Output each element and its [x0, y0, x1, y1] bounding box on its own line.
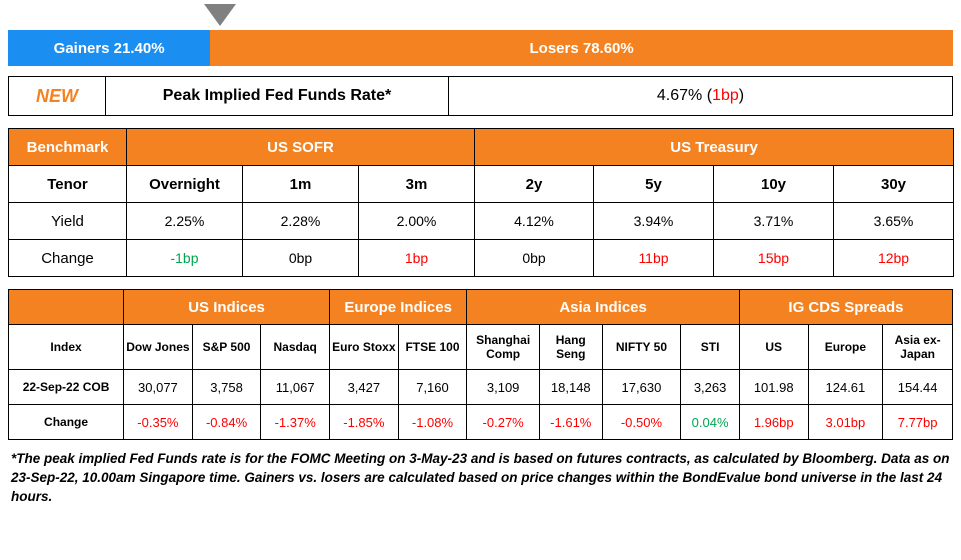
col-hang-seng: Hang Seng [539, 325, 602, 370]
yield-overnight: 2.25% [127, 203, 243, 240]
group-us-treasury: US Treasury [475, 129, 954, 166]
yield-30y: 3.65% [834, 203, 954, 240]
tenor-header: Tenor [9, 166, 127, 203]
change-europe: 3.01bp [808, 405, 883, 440]
peak-value-text: 4.67% ( [656, 87, 713, 104]
table-row-tenors [9, 166, 954, 203]
value-sti: 3,263 [681, 370, 740, 405]
value-dow-jones: 30,077 [124, 370, 193, 405]
yield-3m: 2.00% [359, 203, 475, 240]
split-marker-icon [204, 4, 236, 26]
tenor-5y: 5y [594, 166, 714, 203]
change-ftse-100: -1.08% [398, 405, 467, 440]
table-row-change [9, 240, 954, 277]
footnote [8, 449, 953, 506]
change-asia-ex-japan: 7.77bp [883, 405, 953, 440]
gainers-losers-bar [8, 30, 953, 66]
col-nifty-50: NIFTY 50 [602, 325, 681, 370]
index-header: Index [9, 325, 124, 370]
yield-1m: 2.28% [243, 203, 359, 240]
peak-implied-value [449, 77, 953, 116]
change-5y: 11bp [594, 240, 714, 277]
yield-row-label: Yield [9, 203, 127, 240]
col-dow-jones: Dow Jones [124, 325, 193, 370]
value-euro-stoxx: 3,427 [330, 370, 399, 405]
value-nasdaq: 11,067 [261, 370, 330, 405]
tenor-10y: 10y [714, 166, 834, 203]
table-row [9, 77, 953, 116]
value-sp-500: 3,758 [192, 370, 261, 405]
peak-value-suffix: ) [738, 87, 745, 104]
tenor-overnight: Overnight [127, 166, 243, 203]
change-dow-jones: -0.35% [124, 405, 193, 440]
group-europe-indices: Europe Indices [330, 290, 467, 325]
col-asia-ex-japan: Asia ex-Japan [883, 325, 953, 370]
table-row-yield [9, 203, 954, 240]
change-overnight: -1bp [127, 240, 243, 277]
losers-label: Losers 78.60% [529, 39, 634, 57]
col-sti: STI [681, 325, 740, 370]
table-row-groups [9, 290, 953, 325]
yield-10y: 3.71% [714, 203, 834, 240]
change-sti: 0.04% [681, 405, 740, 440]
change-30y: 12bp [834, 240, 954, 277]
peak-implied-label: Peak Implied Fed Funds Rate* [106, 77, 449, 116]
value-ftse-100: 7,160 [398, 370, 467, 405]
change-nifty-50: -0.50% [602, 405, 681, 440]
losers-segment [210, 30, 953, 66]
col-sp-500: S&P 500 [192, 325, 261, 370]
new-badge: NEW [9, 77, 106, 116]
marker-row [8, 0, 953, 30]
value-europe: 124.61 [808, 370, 883, 405]
col-euro-stoxx: Euro Stoxx [330, 325, 399, 370]
change-euro-stoxx: -1.85% [330, 405, 399, 440]
value-us: 101.98 [739, 370, 808, 405]
group-ig-cds-spreads: IG CDS Spreads [739, 290, 952, 325]
col-nasdaq: Nasdaq [261, 325, 330, 370]
tenor-3m: 3m [359, 166, 475, 203]
change-sp-500: -0.84% [192, 405, 261, 440]
peak-value-change: 1bp [712, 87, 739, 104]
rates-table [8, 128, 954, 277]
table-row-values [9, 370, 953, 405]
col-shanghai-comp: Shanghai Comp [467, 325, 540, 370]
group-us-sofr: US SOFR [127, 129, 475, 166]
change-shanghai-comp: -0.27% [467, 405, 540, 440]
yield-2y: 4.12% [475, 203, 594, 240]
col-europe: Europe [808, 325, 883, 370]
peak-implied-table [8, 76, 953, 116]
table-row-groups [9, 129, 954, 166]
yield-5y: 3.94% [594, 203, 714, 240]
group-asia-indices: Asia Indices [467, 290, 740, 325]
change-hang-seng: -1.61% [539, 405, 602, 440]
table-row-change [9, 405, 953, 440]
footnote-part2: and is based on futures contracts, as calculated by Bloomberg. Data as on 23-Sep-22, 10.00am Singapore time. Gainers vs. losers are calculated based on price changes within the BondEvalue bond universe in the last 24 hours. [11, 451, 950, 504]
tenor-1m: 1m [243, 166, 359, 203]
group-us-indices: US Indices [124, 290, 330, 325]
footnote-part1: *The peak implied Fed Funds rate is for the FOMC Meeting on [11, 451, 410, 466]
change-row-label: Change [9, 240, 127, 277]
gainers-label: Gainers 21.40% [53, 39, 165, 57]
tenor-30y: 30y [834, 166, 954, 203]
footnote-date: 3-May-23 [409, 451, 468, 466]
value-hang-seng: 18,148 [539, 370, 602, 405]
spacer-2 [8, 277, 953, 289]
change-us: 1.96bp [739, 405, 808, 440]
gainers-segment [8, 30, 210, 66]
indices-change-label: Change [9, 405, 124, 440]
col-ftse-100: FTSE 100 [398, 325, 467, 370]
value-asia-ex-japan: 154.44 [883, 370, 953, 405]
value-shanghai-comp: 3,109 [467, 370, 540, 405]
indices-table [8, 289, 953, 440]
tenor-2y: 2y [475, 166, 594, 203]
col-us: US [739, 325, 808, 370]
change-1m: 0bp [243, 240, 359, 277]
change-3m: 1bp [359, 240, 475, 277]
value-nifty-50: 17,630 [602, 370, 681, 405]
change-2y: 0bp [475, 240, 594, 277]
change-nasdaq: -1.37% [261, 405, 330, 440]
benchmark-header: Benchmark [9, 129, 127, 166]
indices-corner-cell [9, 290, 124, 325]
spacer-1 [8, 116, 953, 128]
table-row-columns [9, 325, 953, 370]
change-10y: 15bp [714, 240, 834, 277]
indices-row-label: 22-Sep-22 COB [9, 370, 124, 405]
